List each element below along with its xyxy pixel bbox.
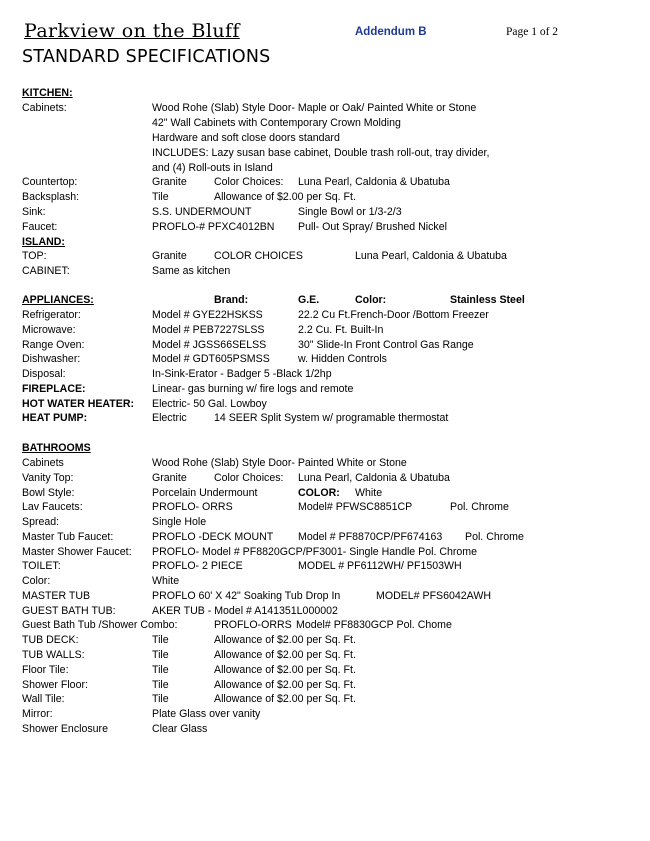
kitchen-heading: KITCHEN:	[22, 87, 73, 99]
lav-faucets-label: Lav Faucets:	[22, 501, 83, 513]
master-tub-faucet-value: PROFLO -DECK MOUNT	[152, 531, 274, 543]
island-cabinet-label: CABINET:	[22, 265, 70, 277]
tile-item-material: Tile	[152, 679, 169, 691]
page-title: STANDARD SPECIFICATIONS	[22, 47, 271, 67]
sink-value: S.S. UNDERMOUNT	[152, 206, 252, 218]
appliance-label: Refrigerator:	[22, 309, 81, 321]
toilet-model: MODEL # PF6112WH/ PF1503WH	[298, 560, 462, 572]
bowl-style-label: Bowl Style:	[22, 487, 75, 499]
backsplash-label: Backsplash:	[22, 191, 80, 203]
appliance-detail: w. Hidden Controls	[298, 353, 387, 365]
tile-item-material: Tile	[152, 693, 169, 705]
addendum-label: Addendum B	[355, 26, 427, 38]
appliance-detail: 30" Slide-In Front Control Gas Range	[298, 339, 474, 351]
island-choices: Luna Pearl, Caldonia & Ubatuba	[355, 250, 507, 262]
tile-item-label: Shower Floor:	[22, 679, 88, 691]
color-label: Color:	[22, 575, 51, 587]
shower-enclosure-label: Shower Enclosure	[22, 723, 108, 735]
appliance-label: Dishwasher:	[22, 353, 81, 365]
brand-title: Parkview on the Bluff	[24, 20, 240, 42]
island-choices-label: COLOR CHOICES	[214, 250, 303, 262]
lav-faucets-finish: Pol. Chrome	[450, 501, 509, 513]
water-heater-value: Electric- 50 Gal. Lowboy	[152, 398, 267, 410]
spread-label: Spread:	[22, 516, 60, 528]
bowl-color: White	[355, 487, 383, 499]
bathrooms-heading: BATHROOMS	[22, 442, 91, 454]
appliances-color-label: Color:	[355, 294, 387, 306]
heat-pump-type: Electric	[152, 412, 187, 424]
tile-item-material: Tile	[152, 634, 169, 646]
kitchen-cabinets-label: Cabinets:	[22, 102, 67, 114]
backsplash-material: Tile	[152, 191, 169, 203]
vanity-choices: Luna Pearl, Caldonia & Ubatuba	[298, 472, 450, 484]
tile-item-material: Tile	[152, 649, 169, 661]
appliance-detail: 2.2 Cu. Ft. Built-In	[298, 324, 384, 336]
bowl-color-label: COLOR:	[298, 487, 340, 499]
guest-bath-tub-label: GUEST BATH TUB:	[22, 605, 116, 617]
kitchen-cabinets-line: Wood Rohe (Slab) Style Door- Maple or Oak/ Painted White or Stone	[152, 102, 477, 114]
tile-item-material: Tile	[152, 664, 169, 676]
tile-item-label: Wall Tile:	[22, 693, 65, 705]
guest-bath-tub-value: AKER TUB - Model # A141351L000002	[152, 605, 338, 617]
appliance-model: Model # PEB7227SLSS	[152, 324, 265, 336]
master-tub-faucet-model: Model # PF8870CP/PF674163	[298, 531, 443, 543]
fireplace-label: FIREPLACE:	[22, 383, 86, 395]
disposal-label: Disposal:	[22, 368, 66, 380]
heat-pump-detail: 14 SEER Split System w/ programable thermostat	[214, 412, 449, 424]
master-tub-label: MASTER TUB	[22, 590, 91, 602]
appliances-color: Stainless Steel	[450, 294, 525, 306]
faucet-value: PROFLO-# PFXC4012BN	[152, 221, 275, 233]
fireplace-value: Linear- gas burning w/ fire logs and remote	[152, 383, 354, 395]
appliances-brand: G.E.	[298, 294, 320, 306]
shower-enclosure-value: Clear Glass	[152, 723, 208, 735]
island-top-label: TOP:	[22, 250, 47, 262]
vanity-choices-label: Color Choices:	[214, 472, 284, 484]
appliance-label: Microwave:	[22, 324, 76, 336]
lav-faucets-model: Model# PFWSC8851CP	[298, 501, 413, 513]
master-tub-model: MODEL# PFS6042AWH	[376, 590, 491, 602]
kitchen-cabinets-line: Hardware and soft close doors standard	[152, 132, 340, 144]
guest-combo-value: PROFLO-ORRS	[214, 619, 292, 631]
color-value: White	[152, 575, 180, 587]
vanity-top-material: Granite	[152, 472, 187, 484]
tile-item-label: Floor Tile:	[22, 664, 69, 676]
island-heading: ISLAND:	[22, 236, 65, 248]
tile-item-allowance: Allowance of $2.00 per Sq. Ft.	[214, 649, 356, 661]
tile-item-label: TUB DECK:	[22, 634, 79, 646]
sink-detail: Single Bowl or 1/3-2/3	[298, 206, 402, 218]
bowl-style-value: Porcelain Undermount	[152, 487, 258, 499]
toilet-value: PROFLO- 2 PIECE	[152, 560, 243, 572]
tile-item-allowance: Allowance of $2.00 per Sq. Ft.	[214, 693, 356, 705]
tile-item-allowance: Allowance of $2.00 per Sq. Ft.	[214, 634, 356, 646]
disposal-value: In-Sink-Erator - Badger 5 -Black 1/2hp	[152, 368, 332, 380]
faucet-label: Faucet:	[22, 221, 58, 233]
heat-pump-label: HEAT PUMP:	[22, 412, 88, 424]
sink-label: Sink:	[22, 206, 46, 218]
appliances-heading: APPLIANCES:	[22, 294, 94, 306]
mirror-label: Mirror:	[22, 708, 53, 720]
guest-combo-model: Model# PF8830GCP Pol. Chome	[296, 619, 452, 631]
spread-value: Single Hole	[152, 516, 207, 528]
toilet-label: TOILET:	[22, 560, 61, 572]
countertop-choices-label: Color Choices:	[214, 176, 284, 188]
countertop-material: Granite	[152, 176, 187, 188]
master-shower-faucet-value: PROFLO- Model # PF8820GCP/PF3001- Single Handle Pol. Chrome	[152, 546, 478, 558]
appliance-model: Model # GYE22HSKSS	[152, 309, 263, 321]
master-tub-faucet-label: Master Tub Faucet:	[22, 531, 114, 543]
tile-item-allowance: Allowance of $2.00 per Sq. Ft.	[214, 679, 356, 691]
backsplash-allowance: Allowance of $2.00 per Sq. Ft.	[214, 191, 356, 203]
guest-combo-label: Guest Bath Tub /Shower Combo:	[22, 619, 178, 631]
countertop-label: Countertop:	[22, 176, 78, 188]
faucet-detail: Pull- Out Spray/ Brushed Nickel	[298, 221, 447, 233]
master-shower-faucet-label: Master Shower Faucet:	[22, 546, 132, 558]
appliances-brand-label: Brand:	[214, 294, 249, 306]
appliance-model: Model # JGSS66SELSS	[152, 339, 267, 351]
lav-faucets-value: PROFLO- ORRS	[152, 501, 233, 513]
appliance-label: Range Oven:	[22, 339, 85, 351]
master-tub-faucet-finish: Pol. Chrome	[465, 531, 524, 543]
kitchen-cabinets-line: INCLUDES: Lazy susan base cabinet, Double trash roll-out, tray divider,	[152, 147, 490, 159]
water-heater-label: HOT WATER HEATER:	[22, 398, 135, 410]
appliance-detail: 22.2 Cu Ft.French-Door /Bottom Freezer	[298, 309, 489, 321]
vanity-top-label: Vanity Top:	[22, 472, 74, 484]
bath-cabinets-value: Wood Rohe (Slab) Style Door- Painted White or Stone	[152, 457, 407, 469]
island-cabinet-value: Same as kitchen	[152, 265, 231, 277]
island-top-material: Granite	[152, 250, 187, 262]
appliance-model: Model # GDT605PSMSS	[152, 353, 270, 365]
tile-item-allowance: Allowance of $2.00 per Sq. Ft.	[214, 664, 356, 676]
kitchen-cabinets-line: and (4) Roll-outs in Island	[152, 162, 273, 174]
countertop-choices: Luna Pearl, Caldonia & Ubatuba	[298, 176, 450, 188]
kitchen-cabinets-line: 42" Wall Cabinets with Contemporary Crown Molding	[152, 117, 401, 129]
page-number: Page 1 of 2	[506, 26, 559, 38]
tile-item-label: TUB WALLS:	[22, 649, 85, 661]
mirror-value: Plate Glass over vanity	[152, 708, 261, 720]
bath-cabinets-label: Cabinets	[22, 457, 64, 469]
master-tub-value: PROFLO 60' X 42" Soaking Tub Drop In	[152, 590, 341, 602]
